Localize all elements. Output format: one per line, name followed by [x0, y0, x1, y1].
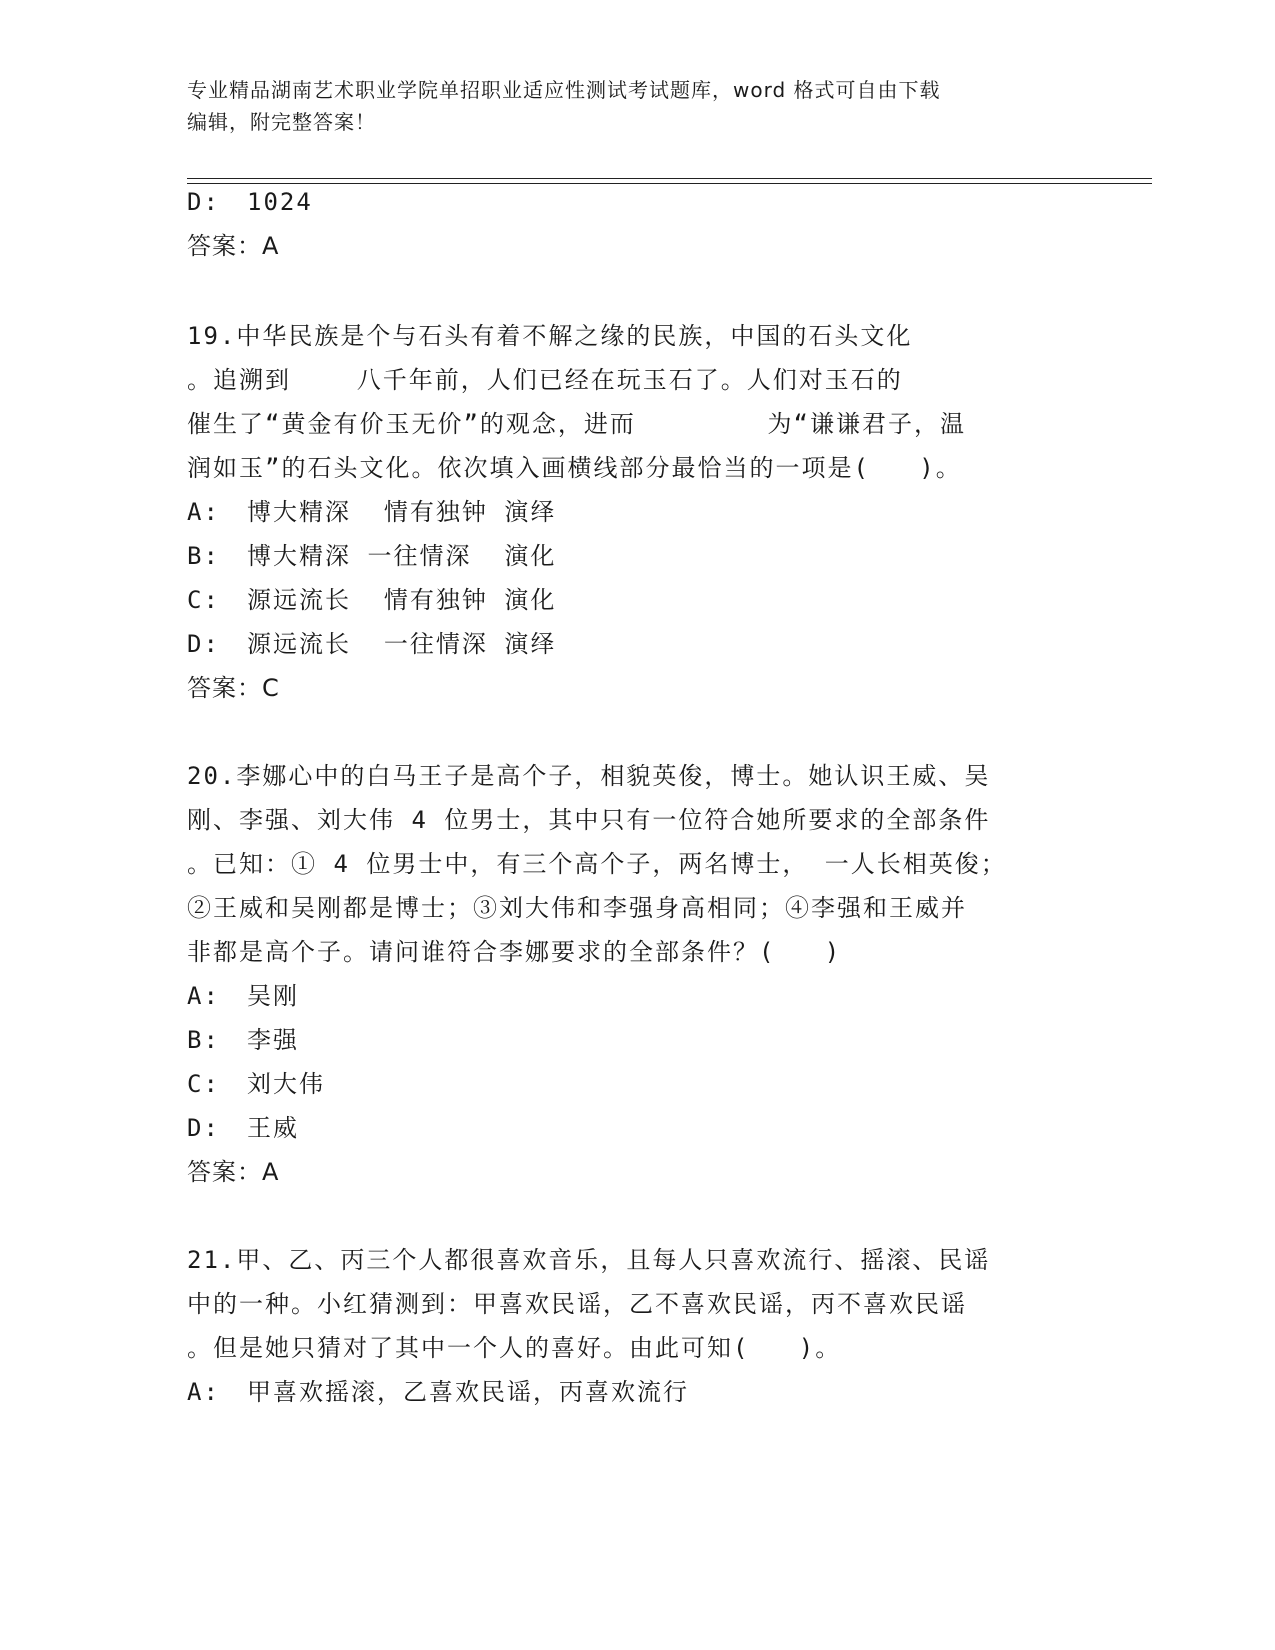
option-key: B:	[187, 1026, 220, 1054]
option-text: 博大精深 一往情深 演化	[247, 542, 557, 570]
q20-line-2: 刚、李强、刘大伟 4 位男士，其中只有一位符合她所要求的全部条件	[187, 806, 991, 834]
header-divider-top	[187, 178, 1152, 179]
option-text: 1024	[247, 188, 313, 216]
q20-option-b	[187, 1024, 299, 1056]
option-text: 吴刚	[247, 982, 299, 1010]
q19-option-d	[187, 628, 556, 660]
option-key: D:	[187, 630, 220, 658]
q20-option-a	[187, 980, 299, 1012]
q21-line-2: 中的一种。小红猜测到：甲喜欢民谣，乙不喜欢民谣，丙不喜欢民谣	[187, 1290, 967, 1318]
q19-option-a	[187, 496, 556, 528]
option-text: 源远流长 情有独钟 演化	[247, 586, 557, 614]
q19-option-c	[187, 584, 556, 616]
q20-line-5: 非都是高个子。请问谁符合李娜要求的全部条件？( )	[187, 938, 842, 966]
option-key: B:	[187, 542, 220, 570]
page-header	[187, 74, 1067, 138]
q19-option-b	[187, 540, 556, 572]
option-key: A:	[187, 498, 220, 526]
option-key: A:	[187, 982, 220, 1010]
header-line-1: 专业精品湖南艺术职业学院单招职业适应性测试考试题库，word 格式可自由下载	[187, 78, 941, 102]
q21-line-3: 。但是她只猜对了其中一个人的喜好。由此可知( )。	[187, 1334, 842, 1362]
header-divider-bottom	[187, 183, 1152, 184]
option-d	[187, 186, 313, 218]
answer: 答案：A	[187, 232, 280, 260]
q21-line-1: 21.甲、乙、丙三个人都很喜欢音乐，且每人只喜欢流行、摇滚、民谣	[187, 1246, 991, 1274]
option-key: C:	[187, 1070, 220, 1098]
q20-option-d	[187, 1112, 299, 1144]
q20-line-4: ②王威和吴刚都是博士；③刘大伟和李强身高相同；④李强和王威并	[187, 894, 967, 922]
option-text: 王威	[247, 1114, 299, 1142]
option-text: 源远流长 一往情深 演绎	[247, 630, 557, 658]
q20-answer: 答案：A	[187, 1158, 280, 1186]
option-text: 刘大伟	[247, 1070, 325, 1098]
q19-line-2: 。追溯到 八千年前，人们已经在玩玉石了。人们对玉石的	[187, 366, 903, 394]
q20-option-c	[187, 1068, 325, 1100]
option-text: 博大精深 情有独钟 演绎	[247, 498, 557, 526]
q21-option-a	[187, 1376, 689, 1408]
option-key: D:	[187, 188, 220, 216]
q19-line-1: 19.中华民族是个与石头有着不解之缘的民族，中国的石头文化	[187, 322, 913, 350]
q19-line-3: 催生了“黄金有价玉无价”的观念，进而 为“谦谦君子，温	[187, 410, 966, 438]
q19-line-4: 润如玉”的石头文化。依次填入画横线部分最恰当的一项是( )。	[187, 454, 962, 482]
q20-line-1: 20.李娜心中的白马王子是高个子，相貌英俊，博士。她认识王威、吴	[187, 762, 991, 790]
option-text: 李强	[247, 1026, 299, 1054]
option-text: 甲喜欢摇滚，乙喜欢民谣，丙喜欢流行	[247, 1378, 689, 1406]
option-key: A:	[187, 1378, 220, 1406]
option-key: C:	[187, 586, 220, 614]
header-line-2: 编辑，附完整答案！	[187, 110, 376, 134]
q20-line-3: 。已知：① 4 位男士中，有三个高个子，两名博士， 一人长相英俊；	[187, 850, 1007, 878]
q19-answer: 答案：C	[187, 674, 280, 702]
option-key: D:	[187, 1114, 220, 1142]
